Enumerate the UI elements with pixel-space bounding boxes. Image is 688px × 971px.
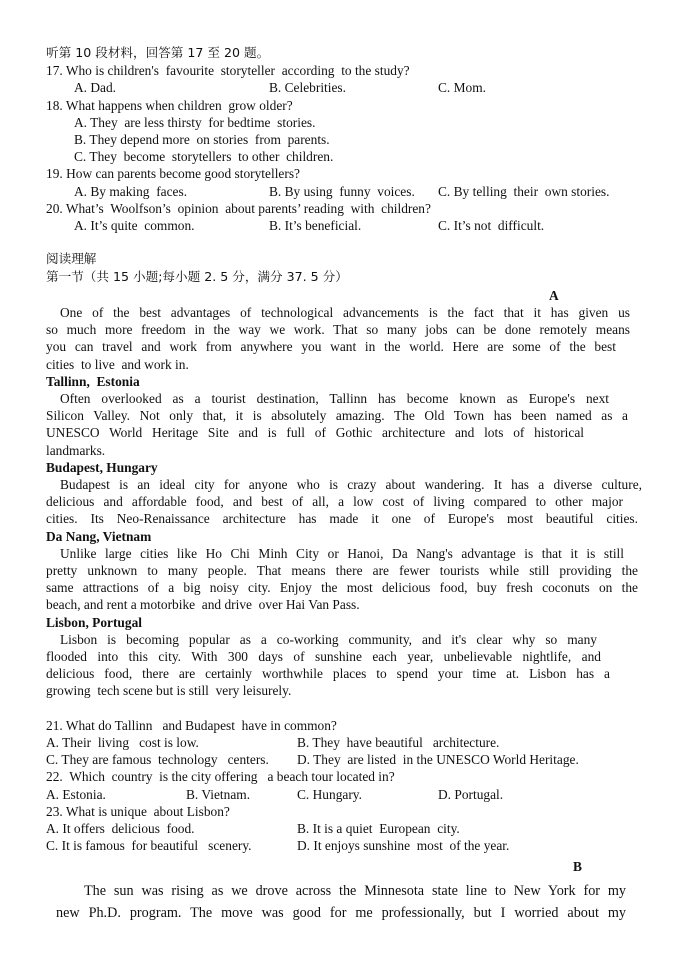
city-heading-lisbon: Lisbon, Portugal <box>46 615 142 630</box>
q21-option-d: D. They are listed in the UNESCO World Heritage. <box>297 752 579 767</box>
intro-line-3: you can travel and work from anywhere you want in the world. Here are some of the best <box>46 339 616 354</box>
reading-title: 阅读理解 <box>46 251 97 266</box>
q23-option-b: B. It is a quiet European city. <box>297 821 460 836</box>
q23-option-c: C. It is famous for beautiful scenery. <box>46 838 252 853</box>
question-19: 19. How can parents become good storytellers? <box>46 166 300 181</box>
tallinn-line-1: Often overlooked as a tourist destination, Tallinn has become known as Europe's next <box>60 391 609 406</box>
q23-option-d: D. It enjoys sunshine most of the year. <box>297 838 510 853</box>
danang-line-3: same attractions of a big noisy city. Enjoy the most delicious food, buy fresh coconuts on the <box>46 580 638 595</box>
budapest-line-1: Budapest is an ideal city for anyone who is crazy about wandering. It has a diverse culture, <box>60 477 642 492</box>
intro-line-4: cities to live and work in. <box>46 357 189 372</box>
question-23: 23. What is unique about Lisbon? <box>46 804 230 819</box>
lisbon-line-1: Lisbon is becoming popular as a co-working community, and it's clear why so many <box>60 632 597 647</box>
q17-option-c: C. Mom. <box>438 80 486 95</box>
city-heading-da-nang: Da Nang, Vietnam <box>46 529 152 544</box>
passage-b-label: B <box>573 859 582 874</box>
budapest-line-3: cities. Its Neo-Renaissance architecture has made it one of Europe's most beautiful cities. <box>46 511 638 526</box>
question-22: 22. Which country is the city offering a beach tour located in? <box>46 769 395 784</box>
lisbon-line-2: flooded into this city. With 300 days of sunshine each year, unbelievable nightlife, and <box>46 649 601 664</box>
q18-option-b: B. They depend more on stories from parents. <box>74 132 330 147</box>
q17-option-b: B. Celebrities. <box>269 80 346 95</box>
q21-option-c: C. They are famous technology centers. <box>46 752 269 767</box>
q22-option-c: C. Hungary. <box>297 787 362 802</box>
q20-option-a: A. It’s quite common. <box>74 218 195 233</box>
reading-section-header: 第一节（共 15 小题;每小题 2. 5 分，满分 37. 5 分） <box>46 269 348 284</box>
passage-a-label: A <box>549 288 559 303</box>
q20-option-b: B. It’s beneficial. <box>269 218 362 233</box>
q19-option-a: A. By making faces. <box>74 184 188 199</box>
q21-option-b: B. They have beautiful architecture. <box>297 735 500 750</box>
q22-option-b: B. Vietnam. <box>186 787 251 802</box>
lisbon-line-4: growing tech scene but is still very leisurely. <box>46 683 292 698</box>
danang-line-4: beach, and rent a motorbike and drive over Hai Van Pass. <box>46 597 360 612</box>
intro-line-2: so much more freedom in the way we work. That so many jobs can be done remotely means <box>46 322 630 337</box>
intro-line-1: One of the best advantages of technological advancements is the fact that it has given us <box>60 305 630 320</box>
danang-line-2: pretty unknown to many people. That means there are fewer tourists while still providing the <box>46 563 638 578</box>
q18-option-a: A. They are less thirsty for bedtime stories. <box>74 115 316 130</box>
budapest-line-2: delicious and affordable food, and best of all, a low cost of living compared to other major <box>46 494 623 509</box>
city-heading-budapest: Budapest, Hungary <box>46 460 158 475</box>
q23-option-a: A. It offers delicious food. <box>46 821 195 836</box>
q21-option-a: A. Their living cost is low. <box>46 735 199 750</box>
lisbon-line-3: delicious food, there are certainly worthwhile places to spend your time at. Lisbon has a <box>46 666 610 681</box>
listening-header: 听第 10 段材料，回答第 17 至 20 题。 <box>46 45 270 60</box>
question-20: 20. What’s Woolfson’s opinion about parents’ reading with children? <box>46 201 431 216</box>
q19-option-c: C. By telling their own stories. <box>438 184 610 199</box>
question-21: 21. What do Tallinn and Budapest have in common? <box>46 718 337 733</box>
city-heading-tallinn: Tallinn, Estonia <box>46 374 140 389</box>
question-17: 17. Who is children's favourite storyteller according to the study? <box>46 63 410 78</box>
tallinn-line-4: landmarks. <box>46 443 106 458</box>
tallinn-line-3: UNESCO World Heritage Site and is full of Gothic architecture and lots of historical <box>46 425 584 440</box>
passage-b-line-2: new Ph.D. program. The move was good for me professionally, but I worried about my <box>56 905 626 921</box>
q22-option-a: A. Estonia. <box>46 787 106 802</box>
passage-b-line-1: The sun was rising as we drove across the Minnesota state line to New York for my <box>84 883 626 899</box>
q18-option-c: C. They become storytellers to other children. <box>74 149 334 164</box>
q22-option-d: D. Portugal. <box>438 787 504 802</box>
q19-option-b: B. By using funny voices. <box>269 184 415 199</box>
tallinn-line-2: Silicon Valley. Not only that, it is absolutely amazing. The Old Town has been named as a <box>46 408 628 423</box>
q20-option-c: C. It’s not difficult. <box>438 218 545 233</box>
q17-option-a: A. Dad. <box>74 80 117 95</box>
question-18: 18. What happens when children grow older? <box>46 98 293 113</box>
danang-line-1: Unlike large cities like Ho Chi Minh City or Hanoi, Da Nang's advantage is that it is still <box>60 546 624 561</box>
